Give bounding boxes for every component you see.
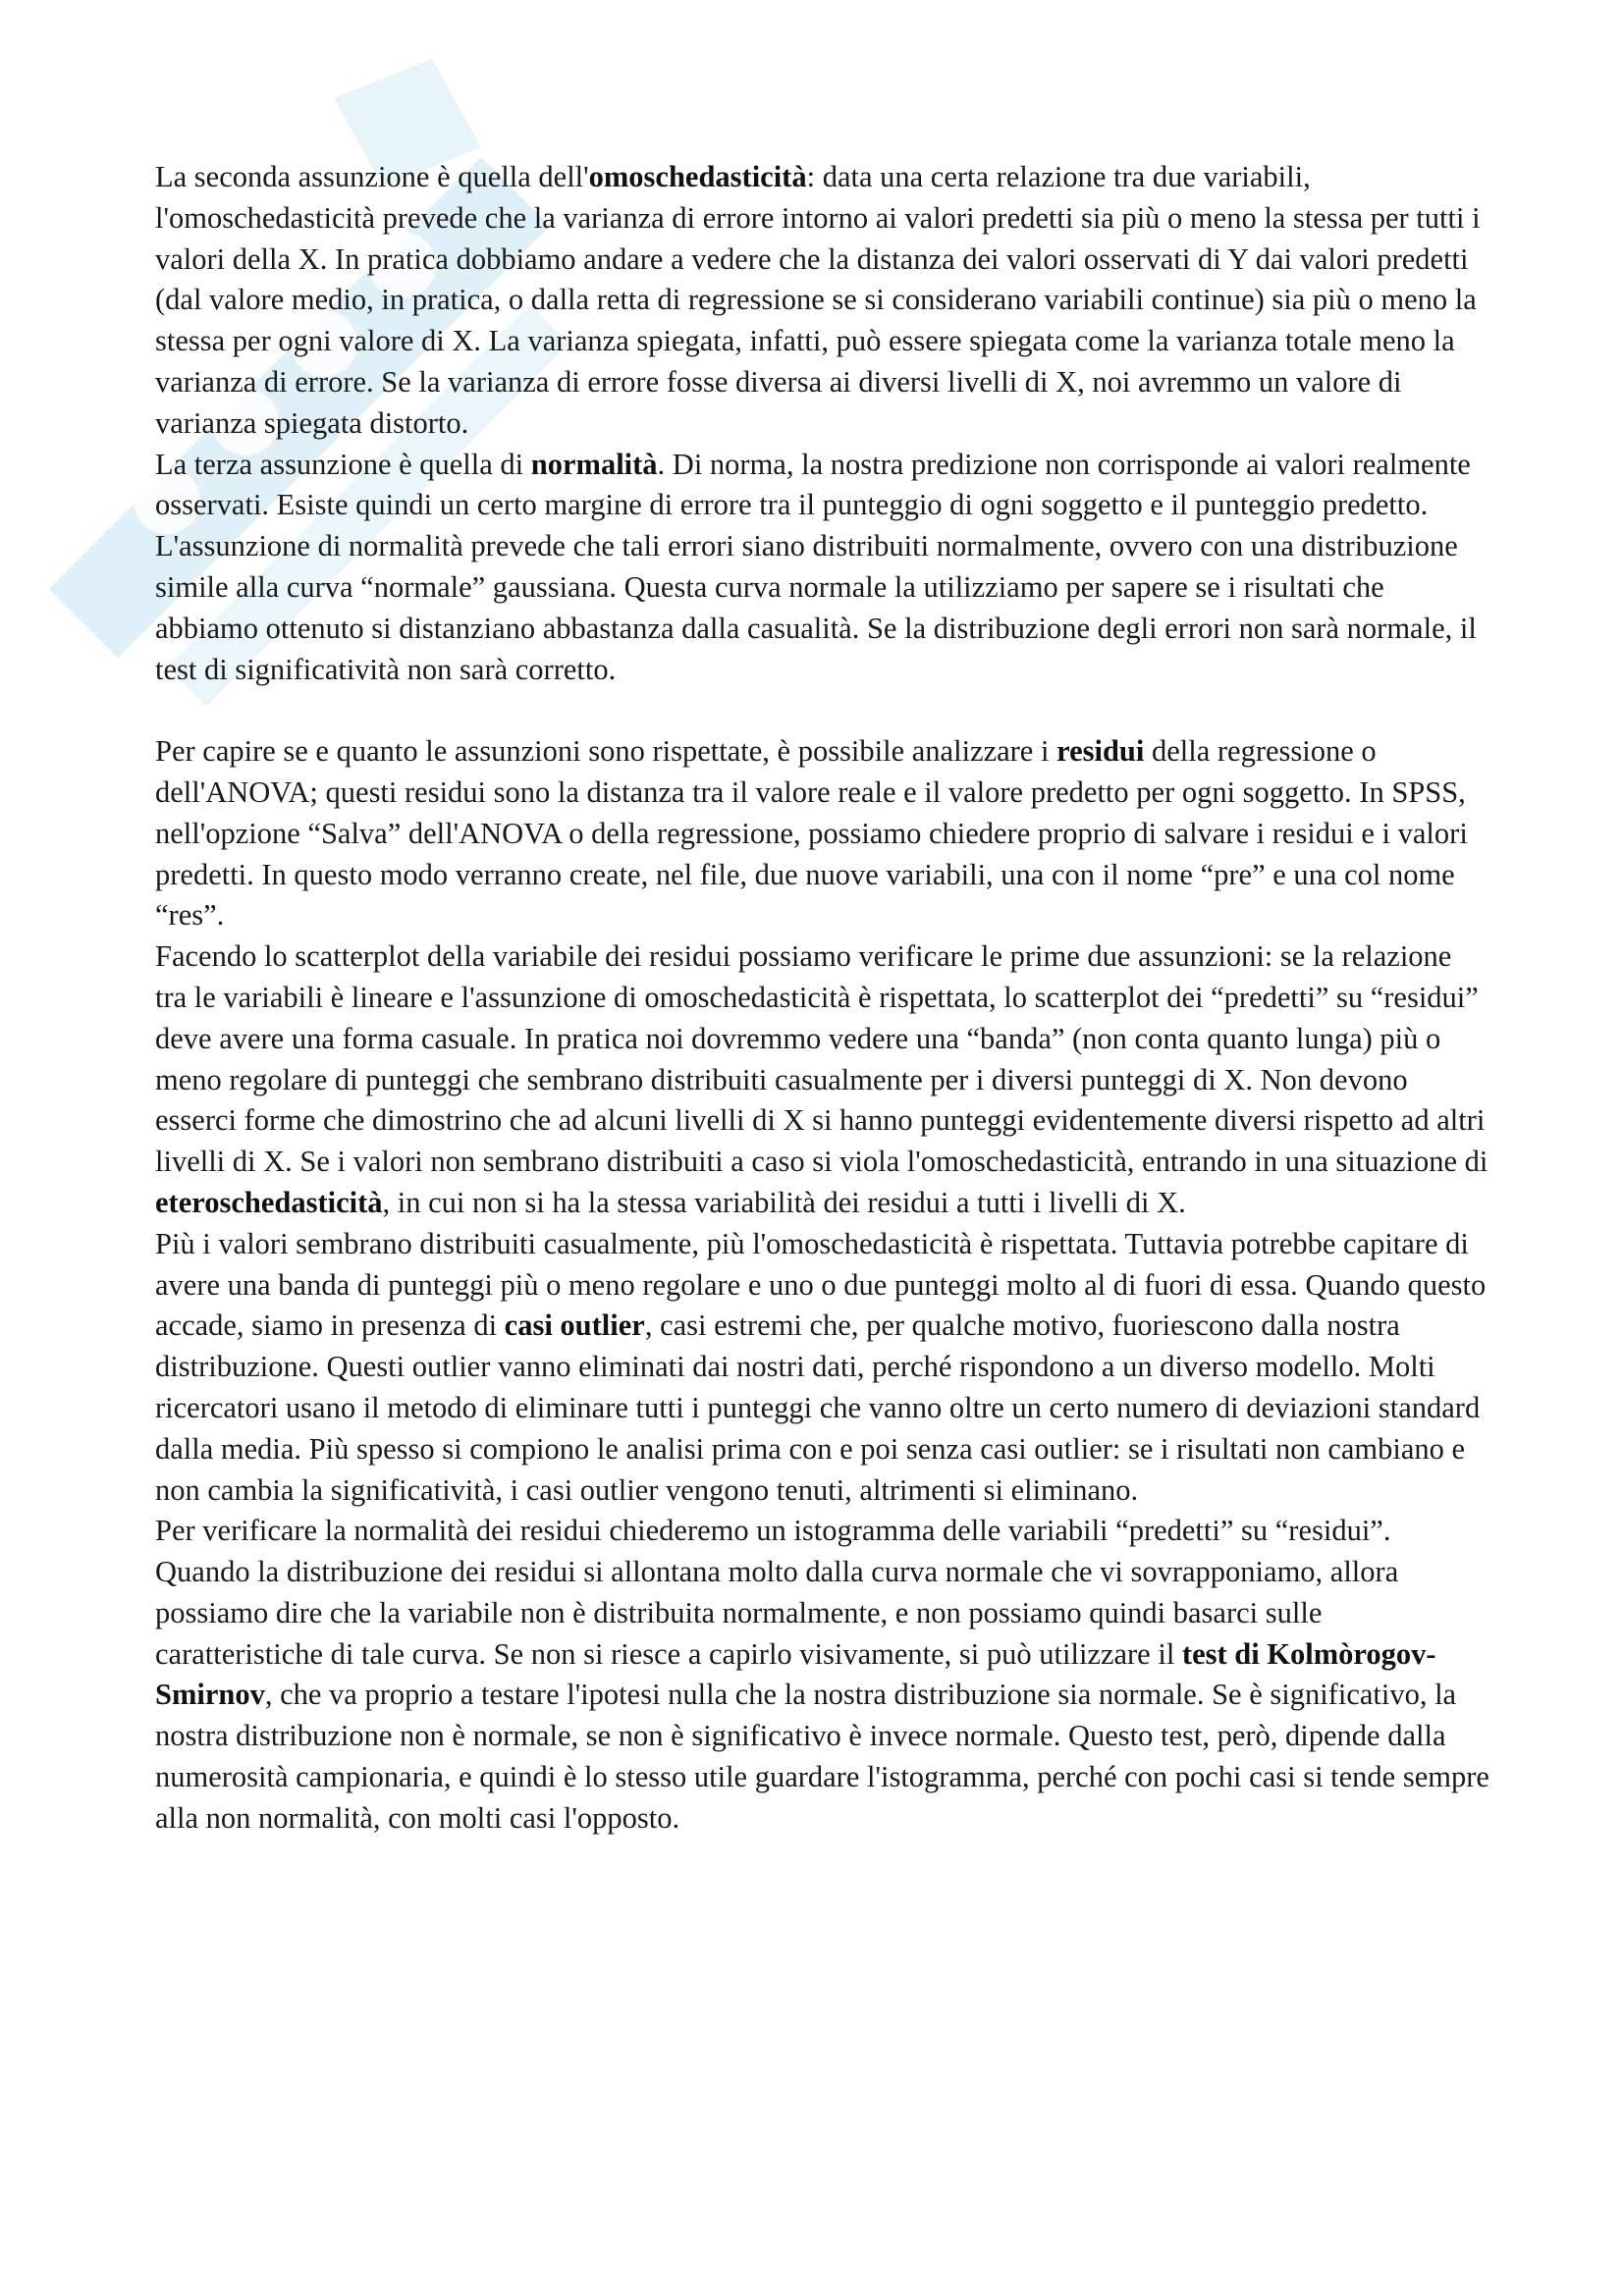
- bold-term: test di Kolmòrogov-Smirnov: [155, 1636, 1436, 1712]
- text-run: , casi estremi che, per qualche motivo, fuoriescono dalla nostra distribuzione. Questi outlier vanno eliminati dai nostri dati, perché rispondono a un diverso modello. Molti ricercatori usano il metodo di eliminare tutti i punteggi che vanno oltre un certo numero di deviazioni standard dalla media. Più spesso si compiono le analisi prima con e poi senza casi outlier: se i risultati non cambiano e non cambia la significatività, i casi outlier vengono tenuti, altrimenti si eliminano.: [155, 1308, 1481, 1507]
- text-run: Per capire se e quanto le assunzioni sono rispettate, è possibile analizzare i: [155, 734, 1057, 769]
- bold-term: normalità: [530, 447, 658, 481]
- text-run: , che va proprio a testare l'ipotesi nulla che la nostra distribuzione sia normale. Se è significativo, la nostra distribuzione non è normale, se non è significativo è invece normale. Questo test, però, dipende dalla numerosità campionaria, e quindi è lo stesso utile guardare l'istogramma, perché con pochi casi si tende sempre alla non normalità, con molti casi l'opposto.: [155, 1678, 1489, 1835]
- paragraph-kolmogorov: [155, 1511, 1490, 1839]
- text-run: della regressione o dell'ANOVA; questi residui sono la distanza tra il valore reale e il valore predetto per ogni soggetto. In SPSS, nell'opzione “Salva” dell'ANOVA o della regressione, possiamo chiedere proprio di salvare i residui e i valori predetti. In questo modo verranno create, nel file, due nuove variabili, una con il nome “pre” e una col nome “res”.: [155, 734, 1468, 933]
- paragraph-outlier: [155, 1224, 1490, 1512]
- paragraph-residui: [155, 731, 1490, 936]
- text-run: Più i valori sembrano distribuiti casualmente, più l'omoschedasticità è rispettata. Tuttavia potrebbe capitare di avere una banda di punteggi più o meno regolare e uno o due punteggi molto al di fuori di essa. Quando questo accade, siamo in presenza di: [155, 1226, 1487, 1343]
- document-body: [155, 157, 1490, 1840]
- text-run: . Di norma, la nostra predizione non corrisponde ai valori realmente osservati. Esiste quindi un certo margine di errore tra il punteggio di ogni soggetto e il punteggio predetto. L'assunzione di normalità prevede che tali errori siano distribuiti normalmente, ovvero con una distribuzione simile alla curva “normale” gaussiana. Questa curva normale la utilizziamo per sapere se i risultati che abbiamo ottenuto si distanziano abbastanza dalla casualità. Se la distribuzione degli errori non sarà normale, il test di significatività non sarà corretto.: [155, 447, 1477, 686]
- bold-term: omoschedasticità: [588, 160, 807, 193]
- text-run: , in cui non si ha la stessa variabilità dei residui a tutti i livelli di X.: [382, 1185, 1186, 1219]
- text-run: La seconda assunzione è quella dell': [155, 160, 589, 193]
- bold-term: casi outlier: [504, 1308, 645, 1343]
- text-run: : data una certa relazione tra due variabili, l'omoschedasticità prevede che la varianza di errore intorno ai valori predetti sia più o meno la stessa per tutti i valori della X. In pratica dobbiamo andare a vedere che la distanza dei valori osservati di Y dai valori predetti (dal valore medio, in pratica, o dalla retta di regressione se si considerano variabili continue) sia più o meno la stessa per ogni valore di X. La varianza spiegata, infatti, può essere spiegata come la varianza totale meno la varianza di errore. Se la varianza di errore fosse diversa ai diversi livelli di X, noi avremmo un valore di varianza spiegata distorto.: [155, 160, 1481, 440]
- paragraph-normalita: [155, 445, 1490, 691]
- text-run: Facendo lo scatterplot della variabile dei residui possiamo verificare le prime due assunzioni: se la relazione tra le variabili è lineare e l'assunzione di omoschedasticità è rispettata, lo scatterplot dei “predetti” su “residui” deve avere una forma casuale. In pratica noi dovremmo vedere una “banda” (non conta quanto lunga) più o meno regolare di punteggi che sembrano distribuiti casualmente per i diversi punteggi di X. Non devono esserci forme che dimostrino che ad alcuni livelli di X si hanno punteggi evidentemente diversi rispetto ad altri livelli di X. Se i valori non sembrano distribuiti a caso si viola l'omoschedasticità, entrando in una situazione di: [155, 939, 1488, 1179]
- bold-term: residui: [1056, 734, 1145, 769]
- paragraph-omoschedasticita: [155, 157, 1490, 445]
- text-run: Per verificare la normalità dei residui chiederemo un istogramma delle variabili “predetti” su “residui”. Quando la distribuzione dei residui si allontana molto dalla curva normale che vi sovrapponiamo, allora possiamo dire che la variabile non è distribuita normalmente, e non possiamo quindi basarci sulle caratteristiche di tale curva. Se non si riesce a capirlo visivamente, si può utilizzare il: [155, 1514, 1399, 1671]
- bold-term: eteroschedasticità: [155, 1185, 383, 1219]
- paragraph-scatterplot: [155, 936, 1490, 1224]
- text-run: La terza assunzione è quella di: [155, 447, 531, 481]
